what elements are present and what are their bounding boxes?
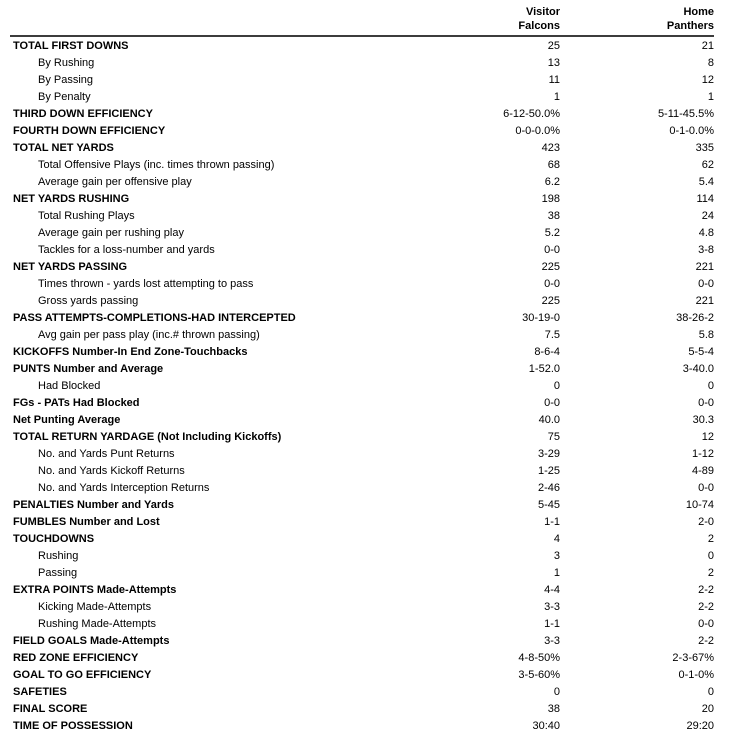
visitor-value: 1-1 bbox=[544, 516, 560, 528]
visitor-value: 3-3 bbox=[544, 635, 560, 647]
home-value: 0 bbox=[707, 380, 714, 392]
stat-label: Gross yards passing bbox=[38, 295, 139, 307]
table-row bbox=[0, 327, 731, 344]
stat-label: FGs - PATs Had Blocked bbox=[13, 397, 140, 409]
visitor-value: 4-8-50% bbox=[518, 652, 560, 664]
stat-label: PASS ATTEMPTS-COMPLETIONS-HAD INTERCEPTED bbox=[13, 312, 296, 324]
table-row bbox=[0, 684, 731, 701]
home-value: 0-0 bbox=[698, 397, 714, 409]
home-value: 10-74 bbox=[685, 499, 714, 511]
home-value: 2 bbox=[707, 533, 714, 545]
visitor-value: 11 bbox=[548, 74, 560, 86]
stat-label: SAFETIES bbox=[13, 686, 67, 698]
table-row bbox=[0, 718, 731, 735]
visitor-value: 5.2 bbox=[544, 227, 560, 239]
table-row bbox=[0, 378, 731, 395]
stat-label: EXTRA POINTS Made-Attempts bbox=[13, 584, 177, 596]
home-value: 221 bbox=[695, 261, 714, 273]
home-value: 2-0 bbox=[698, 516, 714, 528]
visitor-value: 0-0 bbox=[544, 244, 560, 256]
visitor-value: 0-0 bbox=[544, 397, 560, 409]
home-value: 4-89 bbox=[691, 465, 714, 477]
table-row bbox=[0, 463, 731, 480]
home-value: 1 bbox=[707, 91, 714, 103]
table-row bbox=[0, 191, 731, 208]
visitor-value: 3 bbox=[553, 550, 560, 562]
stat-label: PENALTIES Number and Yards bbox=[13, 499, 174, 511]
stat-label: Rushing Made-Attempts bbox=[38, 618, 156, 630]
visitor-value: 25 bbox=[547, 40, 560, 52]
table-row bbox=[0, 225, 731, 242]
visitor-value: 2-46 bbox=[537, 482, 560, 494]
stat-label: No. and Yards Punt Returns bbox=[38, 448, 175, 460]
visitor-value: 3-3 bbox=[544, 601, 560, 613]
stat-label: No. and Yards Interception Returns bbox=[38, 482, 210, 494]
visitor-value: 5-45 bbox=[537, 499, 560, 511]
home-value: 21 bbox=[701, 40, 714, 52]
table-row bbox=[0, 106, 731, 123]
table-row bbox=[0, 89, 731, 106]
home-value: 335 bbox=[695, 142, 714, 154]
stat-label: Average gain per rushing play bbox=[38, 227, 184, 239]
stat-label: By Rushing bbox=[38, 57, 95, 69]
home-header-label: Home bbox=[683, 6, 714, 18]
visitor-value: 0-0 bbox=[544, 278, 560, 290]
visitor-value: 225 bbox=[541, 261, 560, 273]
table-row bbox=[0, 633, 731, 650]
stat-label: No. and Yards Kickoff Returns bbox=[38, 465, 185, 477]
table-row bbox=[0, 514, 731, 531]
home-value: 0-0 bbox=[698, 278, 714, 290]
home-value: 1-12 bbox=[691, 448, 714, 460]
table-row bbox=[0, 72, 731, 89]
stat-label: FOURTH DOWN EFFICIENCY bbox=[13, 125, 166, 137]
visitor-value: 423 bbox=[541, 142, 560, 154]
table-row bbox=[0, 293, 731, 310]
home-column-header bbox=[560, 3, 714, 33]
visitor-value: 38 bbox=[547, 210, 560, 222]
stat-label: FIELD GOALS Made-Attempts bbox=[13, 635, 170, 647]
home-value: 0-0 bbox=[698, 482, 714, 494]
table-row bbox=[0, 395, 731, 412]
visitor-value: 68 bbox=[547, 159, 560, 171]
label-column-spacer bbox=[13, 3, 430, 33]
stat-label: By Passing bbox=[38, 74, 94, 86]
stat-label: Total Offensive Plays (inc. times thrown passing) bbox=[38, 159, 275, 171]
visitor-value: 0 bbox=[553, 380, 560, 392]
table-row bbox=[0, 123, 731, 140]
home-value: 5.4 bbox=[698, 176, 714, 188]
visitor-value: 13 bbox=[547, 57, 560, 69]
table-row bbox=[0, 616, 731, 633]
home-value: 8 bbox=[707, 57, 714, 69]
home-value: 30.3 bbox=[692, 414, 714, 426]
stat-label: THIRD DOWN EFFICIENCY bbox=[13, 108, 153, 120]
stat-label: Avg gain per pass play (inc.# thrown passing) bbox=[38, 329, 260, 341]
table-row bbox=[0, 174, 731, 191]
stat-label: TOTAL RETURN YARDAGE (Not Including Kickoffs) bbox=[13, 431, 282, 443]
table-row bbox=[0, 497, 731, 514]
home-value: 3-8 bbox=[698, 244, 714, 256]
home-value: 29:20 bbox=[686, 720, 714, 732]
visitor-value: 1-25 bbox=[537, 465, 560, 477]
table-row bbox=[0, 276, 731, 293]
table-row bbox=[0, 582, 731, 599]
stat-label: By Penalty bbox=[38, 91, 91, 103]
table-row bbox=[0, 259, 731, 276]
visitor-value: 4 bbox=[553, 533, 560, 545]
table-row bbox=[0, 565, 731, 582]
home-value: 5-11-45.5% bbox=[657, 108, 714, 120]
home-value: 0 bbox=[707, 686, 714, 698]
header-divider bbox=[10, 35, 714, 37]
table-row bbox=[0, 361, 731, 378]
home-value: 12 bbox=[701, 431, 714, 443]
table-row bbox=[0, 446, 731, 463]
home-value: 114 bbox=[696, 193, 714, 205]
home-value: 2-2 bbox=[698, 601, 714, 613]
table-row bbox=[0, 344, 731, 361]
table-row bbox=[0, 310, 731, 327]
stat-label: Total Rushing Plays bbox=[38, 210, 135, 222]
visitor-value: 75 bbox=[547, 431, 560, 443]
stat-label: FUMBLES Number and Lost bbox=[13, 516, 160, 528]
visitor-team-name: Falcons bbox=[518, 20, 560, 32]
home-value: 20 bbox=[701, 703, 714, 715]
table-row bbox=[0, 157, 731, 174]
visitor-value: 4-4 bbox=[544, 584, 560, 596]
stat-label: Rushing bbox=[38, 550, 79, 562]
home-value: 12 bbox=[701, 74, 714, 86]
stat-label: Tackles for a loss-number and yards bbox=[38, 244, 215, 256]
stat-label: Had Blocked bbox=[38, 380, 101, 392]
table-header bbox=[0, 3, 731, 33]
stat-label: TIME OF POSSESSION bbox=[13, 720, 133, 732]
stat-label: Times thrown - yards lost attempting to pass bbox=[38, 278, 254, 290]
stat-label: FINAL SCORE bbox=[13, 703, 88, 715]
visitor-value: 6.2 bbox=[544, 176, 560, 188]
home-value: 0 bbox=[707, 550, 714, 562]
table-row bbox=[0, 701, 731, 718]
stats-table-body bbox=[0, 38, 731, 735]
home-value: 62 bbox=[701, 159, 714, 171]
stat-label: GOAL TO GO EFFICIENCY bbox=[13, 669, 152, 681]
visitor-value: 3-29 bbox=[537, 448, 560, 460]
visitor-value: 1 bbox=[553, 91, 560, 103]
visitor-column-header bbox=[430, 3, 560, 33]
table-row bbox=[0, 650, 731, 667]
table-row bbox=[0, 242, 731, 259]
stat-label: KICKOFFS Number-In End Zone-Touchbacks bbox=[13, 346, 248, 358]
home-value: 38-26-2 bbox=[676, 312, 714, 324]
table-row bbox=[0, 38, 731, 55]
visitor-value: 3-5-60% bbox=[518, 669, 560, 681]
home-value: 0-0 bbox=[698, 618, 714, 630]
stat-label: RED ZONE EFFICIENCY bbox=[13, 652, 139, 664]
stat-label: PUNTS Number and Average bbox=[13, 363, 164, 375]
home-value: 2 bbox=[707, 567, 714, 579]
home-value: 4.8 bbox=[698, 227, 714, 239]
table-row bbox=[0, 429, 731, 446]
home-value: 3-40.0 bbox=[682, 363, 714, 375]
home-value: 5.8 bbox=[698, 329, 714, 341]
home-value: 221 bbox=[695, 295, 714, 307]
visitor-value: 1-1 bbox=[544, 618, 560, 630]
visitor-value: 1 bbox=[553, 567, 560, 579]
stat-label: Passing bbox=[38, 567, 78, 579]
visitor-header-label: Visitor bbox=[525, 6, 560, 18]
table-row bbox=[0, 480, 731, 497]
table-row bbox=[0, 548, 731, 565]
home-value: 2-3-67% bbox=[672, 652, 714, 664]
stat-label: NET YARDS RUSHING bbox=[13, 193, 130, 205]
stat-label: TOTAL FIRST DOWNS bbox=[13, 40, 129, 52]
home-value: 0-1-0% bbox=[678, 669, 714, 681]
stat-label: NET YARDS PASSING bbox=[13, 261, 128, 273]
visitor-value: 225 bbox=[541, 295, 560, 307]
home-team-name: Panthers bbox=[666, 20, 714, 32]
table-row bbox=[0, 531, 731, 548]
table-row bbox=[0, 599, 731, 616]
visitor-value: 7.5 bbox=[544, 329, 560, 341]
visitor-value: 30-19-0 bbox=[522, 312, 560, 324]
stat-label: Kicking Made-Attempts bbox=[38, 601, 152, 613]
home-value: 2-2 bbox=[698, 584, 714, 596]
visitor-value: 6-12-50.0% bbox=[503, 108, 560, 120]
home-value: 5-5-4 bbox=[688, 346, 714, 358]
visitor-value: 1-52.0 bbox=[528, 363, 560, 375]
table-row bbox=[0, 55, 731, 72]
visitor-value: 38 bbox=[547, 703, 560, 715]
table-row bbox=[0, 667, 731, 684]
home-value: 24 bbox=[701, 210, 714, 222]
stat-label: Net Punting Average bbox=[13, 414, 121, 426]
table-row bbox=[0, 140, 731, 157]
stat-label: Average gain per offensive play bbox=[38, 176, 192, 188]
stat-label: TOTAL NET YARDS bbox=[13, 142, 114, 154]
home-value: 2-2 bbox=[698, 635, 714, 647]
visitor-value: 0 bbox=[553, 686, 560, 698]
visitor-value: 30:40 bbox=[532, 720, 560, 732]
visitor-value: 198 bbox=[541, 193, 560, 205]
table-row bbox=[0, 208, 731, 225]
visitor-value: 40.0 bbox=[538, 414, 560, 426]
table-row bbox=[0, 412, 731, 429]
visitor-value: 8-6-4 bbox=[534, 346, 560, 358]
visitor-value: 0-0-0.0% bbox=[515, 125, 560, 137]
home-value: 0-1-0.0% bbox=[669, 125, 714, 137]
stat-label: TOUCHDOWNS bbox=[13, 533, 95, 545]
